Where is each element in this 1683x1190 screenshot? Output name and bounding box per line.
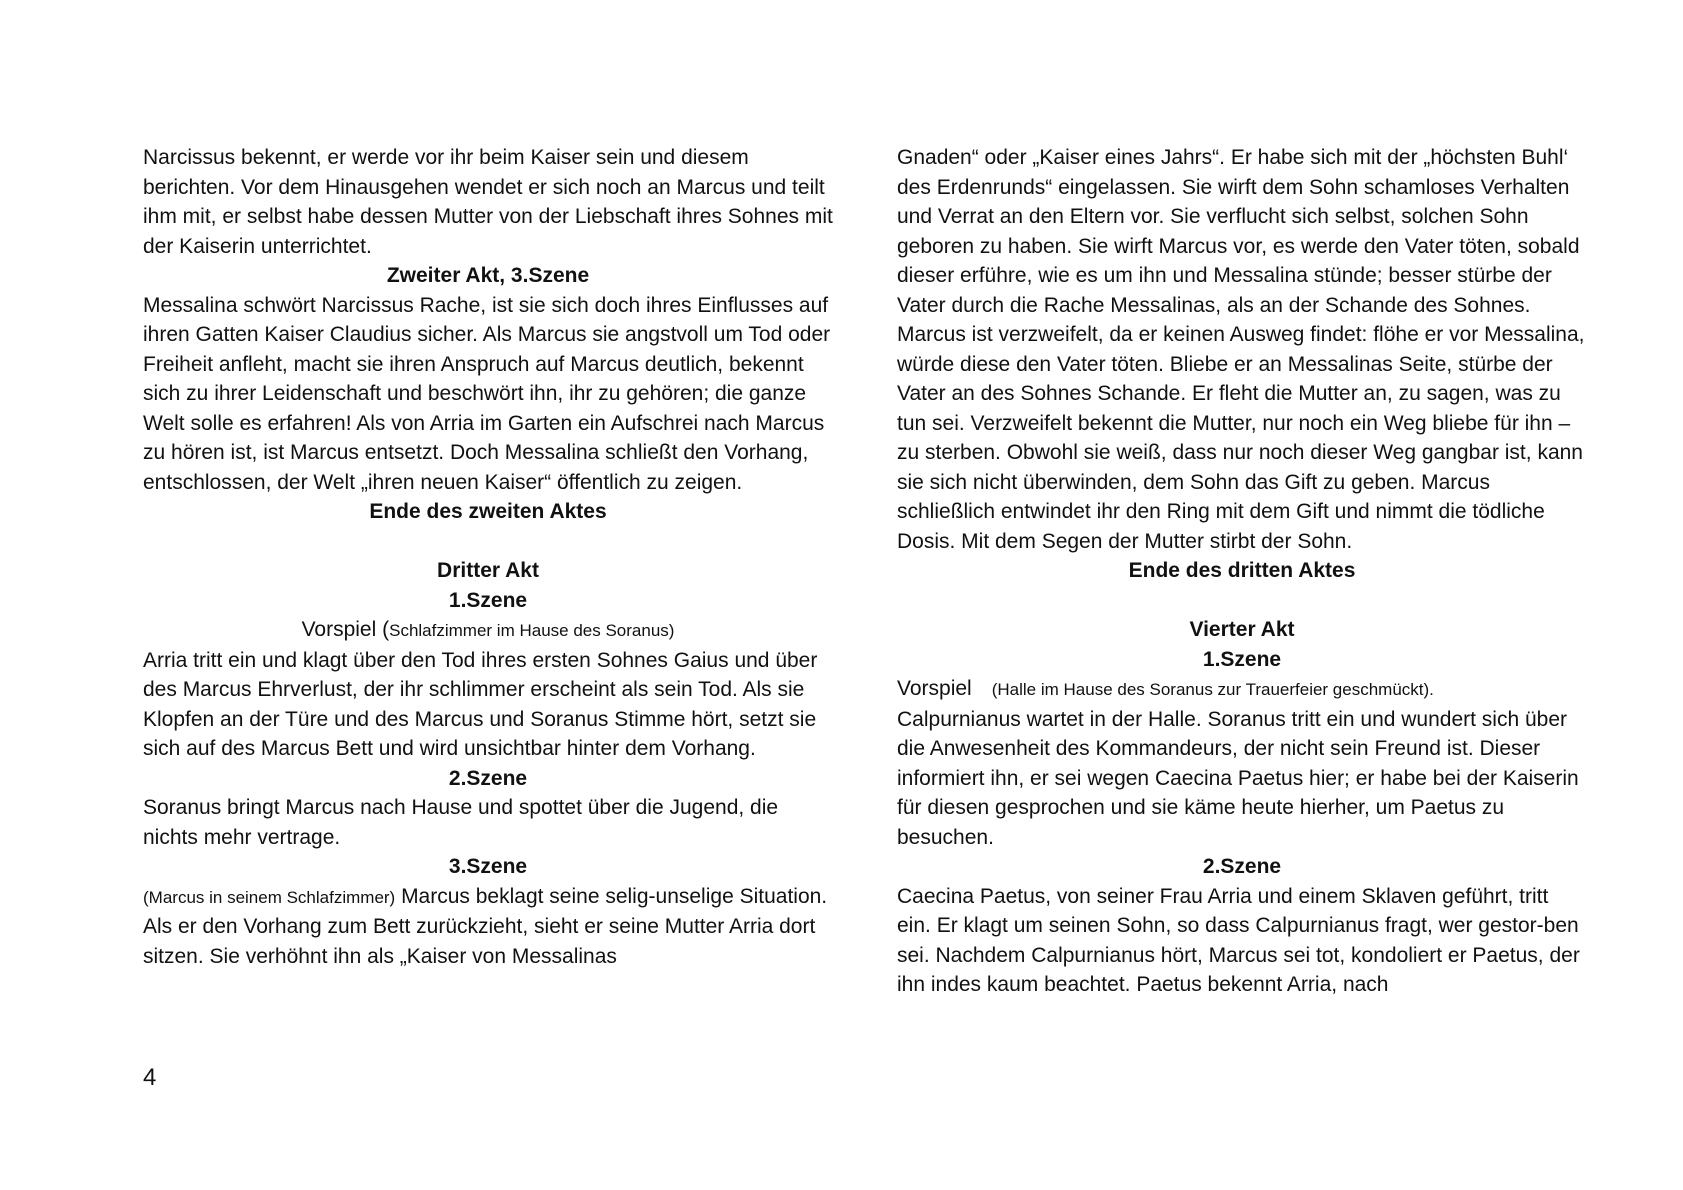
scene-heading: 1.Szene [448,588,528,612]
paragraph: Narcissus bekennt, er werde vor ihr beim Kaiser sein und diesem berichten. Vor dem Hinausgehen wendet er sich noch an Marcus und teilt ihm mit, er selbst habe dessen Mutter von der Liebschaft ihres Sohnes mit der Kaiserin unterrichtet. [143,146,833,258]
vorspiel-label: Vorspiel ( [301,618,390,641]
paragraph: Caecina Paetus, von seiner Frau Arria und einem Sklaven geführt, tritt ein. Er klagt um seinen Sohn, so dass Calpurnianus fragt, wer gestor-ben sei. Nachdem Calpurnianus hört, Marcus sei tot, kondoliert er Paetus, der ihn indes kaum beachtet. Paetus bekennt Arria, nach [897,884,1580,996]
vorspiel-line [897,674,1587,705]
paragraph: Arria tritt ein und klagt über den Tod ihres ersten Sohnes Gaius und über des Marcus Ehrverlust, der ihr schlimmer erscheint als sein Tod. Als sie Klopfen an der Türe und des Marcus und Soranus Stimme hört, setzt sie sich auf des Marcus Bett und wird unsichtbar hinter dem Vorhang. [143,648,818,760]
paragraph [143,882,833,972]
scene-heading: 2.Szene [1202,855,1282,878]
scene-heading: 3.Szene [448,855,528,878]
vorspiel-label: Vorspiel [897,677,972,700]
stage-direction: Schlafzimmer im Hause des Soranus) [389,621,675,640]
paragraph: Messalina schwört Narcissus Rache, ist sie sich doch ihres Einflusses auf ihren Gatten Kaiser Claudius sicher. Als Marcus sie angstvoll um Tod oder Freiheit anfleht, macht sie ihren Anspruch auf Marcus deutlich, bekennt sich zu ihrer Leidenschaft und beschwört ihn, ihr zu gehören; die ganze Welt solle es erfahren! Als von Arria im Garten ein Aufschrei nach Marcus zu hören ist, ist Marcus entsetzt. Doch Messalina schließt den Vorhang, entschlossen, der Welt „ihren neuen Kaiser“ öffentlich zu zeigen. [143,293,831,494]
spacer [897,586,1587,616]
scene-heading: 1.Szene [1202,647,1282,671]
paragraph-text: Marcus beklagt seine selig-unselige Situation. Als er den Vorhang zum Bett zurückzieht, sieht er seine Mutter Arria dort sitzen. Sie verhöhnt ihn als „Kaiser von Messalinas [143,884,828,968]
act-end-heading: Ende des zweiten Aktes [369,500,607,523]
stage-direction: (Halle im Hause des Soranus zur Trauerfeier geschmückt). [991,680,1434,699]
act-heading: Dritter Akt [437,559,539,582]
right-column [897,143,1587,1000]
act-end-heading: Ende des dritten Aktes [1128,559,1356,582]
paragraph: Soranus bringt Marcus nach Hause und spottet über die Jugend, die nichts mehr vertrage. [143,796,779,849]
vorspiel-line [143,615,833,646]
act-heading: Vierter Akt [1189,618,1295,641]
scene-heading: 2.Szene [448,766,528,790]
stage-direction: (Marcus in seinem Schlafzimmer) [143,887,396,907]
paragraph: Gnaden“ oder „Kaiser eines Jahrs“. Er habe sich mit der „höchsten Buhl‘ des Erdenrunds“ eingelassen. Sie wirft dem Sohn schamloses Verhalten und Verrat an den Eltern vor. Sie verflucht sich selbst, solchen Sohn geboren zu haben. Sie wirft Marcus vor, es werde den Vater töten, sobald dieser erführe, wie es um ihn und Messalina stünde; besser stürbe der Vater durch die Rache Messalinas, als an der Schande des Sohnes. Marcus ist verzweifelt, da er keinen Ausweg findet: flöhe er vor Messalina, würde diese den Vater töten. Bliebe er an Messalinas Seite, stürbe der Vater an des Sohnes Schande. Er fleht die Mutter an, zu sagen, was zu tun sei. Verzweifelt bekennt die Mutter, nur noch ein Weg bliebe für ihn – zu sterben. Obwohl sie weiß, dass nur noch dieser Weg gangbar ist, kann sie sich nicht überwinden, dem Sohn das Gift zu geben. Marcus schließlich entwindet ihr den Ring mit dem Gift und nimmt die tödliche Dosis. Mit dem Segen der Mutter stirbt der Sohn. [897,146,1585,553]
paragraph: Calpurnianus wartet in der Halle. Soranus tritt ein und wundert sich über die Anwesenheit des Kommandeurs, der nicht sein Freund ist. Dieser informiert ihn, er sei wegen Caecina Paetus hier; er habe bei der Kaiserin für diesen gesprochen und sie käme heute hierher, um Paetus zu besuchen. [897,707,1579,849]
page-number: 4 [143,1064,157,1091]
scene-heading: Zweiter Akt, 3.Szene [386,264,590,287]
spacer [143,527,833,557]
left-column [143,143,833,971]
